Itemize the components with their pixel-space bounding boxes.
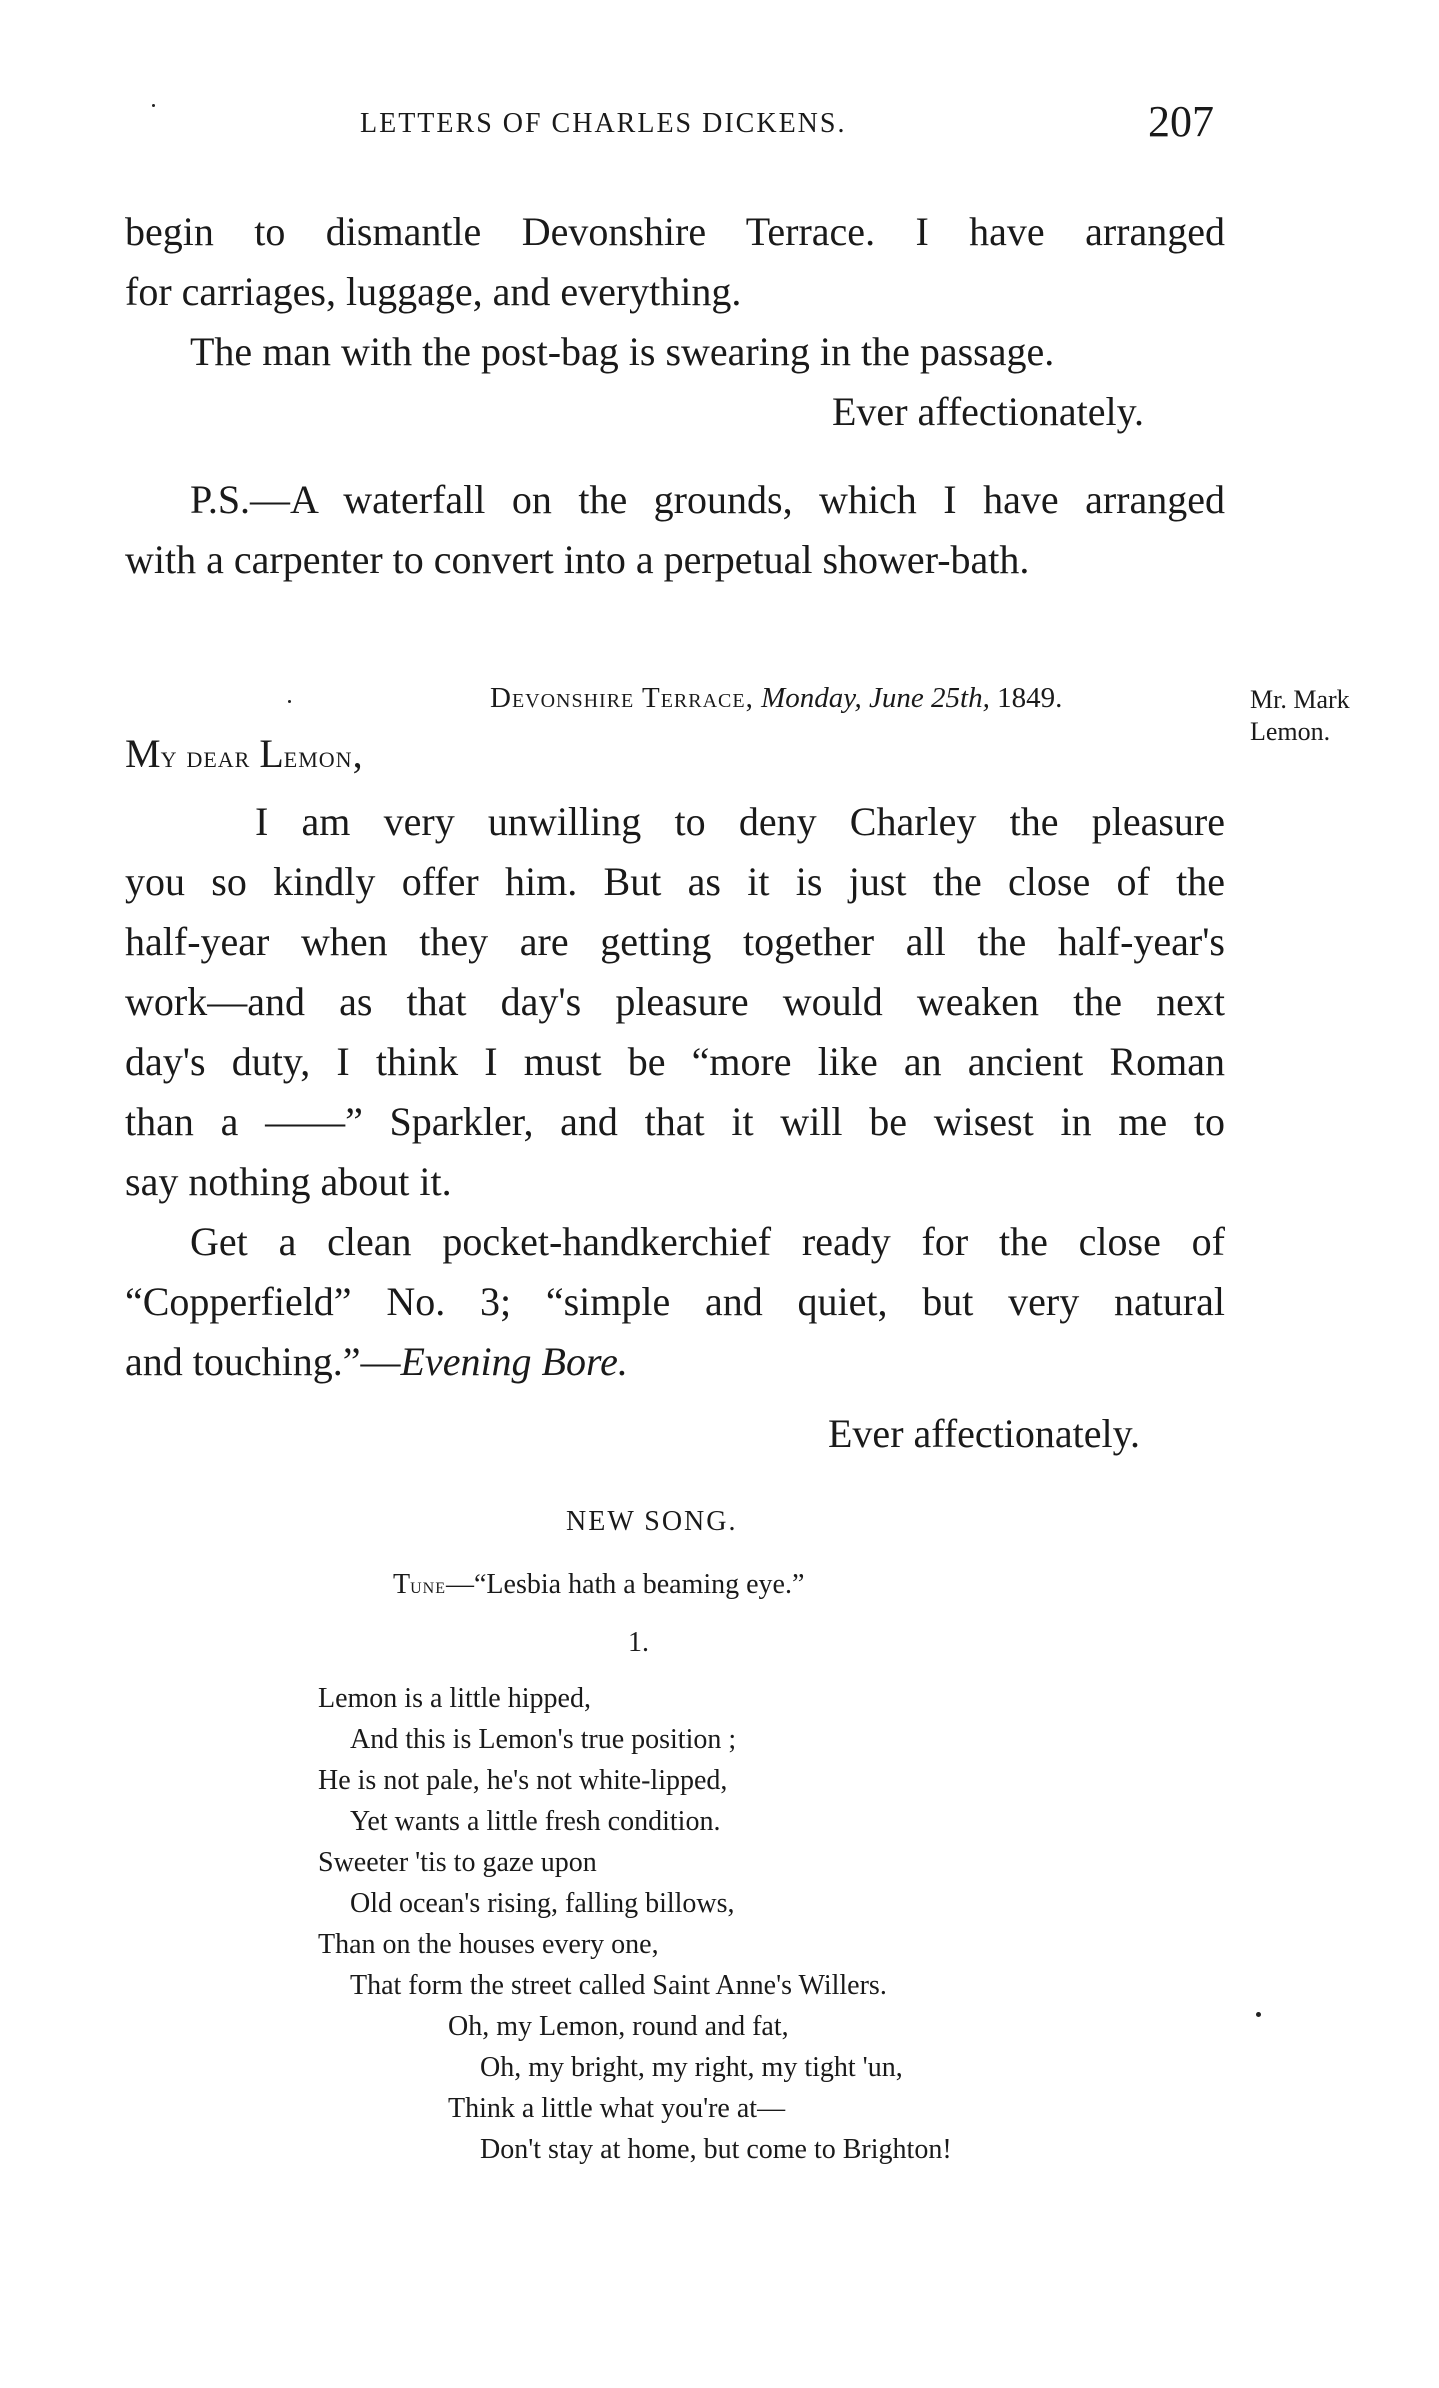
song-chorus-line-1: Oh, my Lemon, round and fat,: [448, 2011, 789, 2042]
dateline-year: 1849.: [997, 682, 1063, 714]
song-line-4: Yet wants a little fresh condition.: [350, 1806, 721, 1837]
letter1-closing: Ever affectionately.: [832, 389, 1145, 434]
song-title: NEW SONG.: [566, 1506, 738, 1537]
letter2-para1-line-1: I am very unwilling to deny Charley the pleasure: [255, 799, 1225, 844]
song-tune-label: une: [410, 1573, 446, 1598]
letter2-para2-italic: Evening Bore.: [400, 1339, 628, 1384]
salutation-words: y dear: [160, 738, 260, 774]
page-number: 207: [1148, 97, 1214, 146]
salutation-initial: M: [125, 731, 161, 776]
running-head: LETTERS OF CHARLES DICKENS.: [360, 108, 847, 139]
letter1-line-3: The man with the post-bag is swearing in the passage.: [190, 329, 1055, 374]
letter2-closing: Ever affectionately.: [828, 1411, 1141, 1456]
print-speck: [288, 700, 291, 703]
salutation-comma: ,: [352, 731, 363, 776]
margin-note-recipient: Mr. Mark Lemon.: [1250, 685, 1350, 746]
letter2-para1-line-7: say nothing about it.: [125, 1159, 452, 1204]
letter1-line-2: for carriages, luggage, and everything.: [125, 269, 742, 314]
letter2-para2-line-1: Get a clean pocket-handkerchief ready for the close of: [190, 1219, 1225, 1264]
salutation-name-initial: L: [259, 731, 284, 776]
letter2-para2-line-2: “Copperfield” No. 3; “simple and quiet, but very natural: [125, 1279, 1225, 1324]
song-line-6: Old ocean's rising, falling billows,: [350, 1888, 735, 1919]
letter2-para1-line-3: half-year when they are getting together all the half-year's: [125, 919, 1225, 964]
letter2-para2-line-3: [125, 1332, 628, 1392]
song-chorus-line-2: Oh, my bright, my right, my tight 'un,: [480, 2052, 903, 2083]
letter1-line-1: begin to dismantle Devonshire Terrace. I have arranged: [125, 209, 1225, 254]
letter2-para1-line-4: work—and as that day's pleasure would weaken the next: [125, 979, 1225, 1024]
song-line-5: Sweeter 'tis to gaze upon: [318, 1847, 597, 1878]
letter2-para1-line-2: you so kindly offer him. But as it is just the close of the: [125, 859, 1225, 904]
print-speck: [1256, 2012, 1261, 2017]
salutation-name: emon: [283, 738, 353, 774]
print-speck: [152, 104, 155, 107]
song-chorus-line-3: Think a little what you're at—: [448, 2093, 786, 2124]
song-chorus-line-4: Don't stay at home, but come to Brighton!: [480, 2134, 952, 2165]
song-line-2: And this is Lemon's true position ;: [350, 1724, 737, 1755]
letter2-para1-line-5: day's duty, I think I must be “more like an ancient Roman: [125, 1039, 1225, 1084]
letter2-para2-plain: and touching.”—: [125, 1339, 401, 1384]
song-tune: [393, 1564, 804, 1606]
song-tune-text: —“Lesbia hath a beaming eye.”: [446, 1569, 805, 1600]
song-line-7: Than on the houses every one,: [318, 1929, 659, 1960]
dateline-place: Devonshire Terrace,: [490, 682, 754, 714]
postscript-line-2: with a carpenter to convert into a perpetual shower-bath.: [125, 537, 1030, 582]
song-verse-number: 1.: [628, 1627, 649, 1658]
song-line-8: That form the street called Saint Anne's Willers.: [350, 1970, 887, 2001]
song-line-3: He is not pale, he's not white-lipped,: [318, 1765, 728, 1796]
dateline: [490, 682, 1062, 715]
song-line-1: Lemon is a little hipped,: [318, 1683, 591, 1714]
letter2-para1-line-6: than a ——” Sparkler, and that it will be wisest in me to: [125, 1099, 1225, 1144]
postscript-line-1: P.S.—A waterfall on the grounds, which I have arranged: [190, 477, 1225, 522]
song-tune-initial: T: [393, 1569, 411, 1600]
salutation: [125, 724, 363, 786]
dateline-date: Monday, June 25th,: [761, 682, 990, 714]
